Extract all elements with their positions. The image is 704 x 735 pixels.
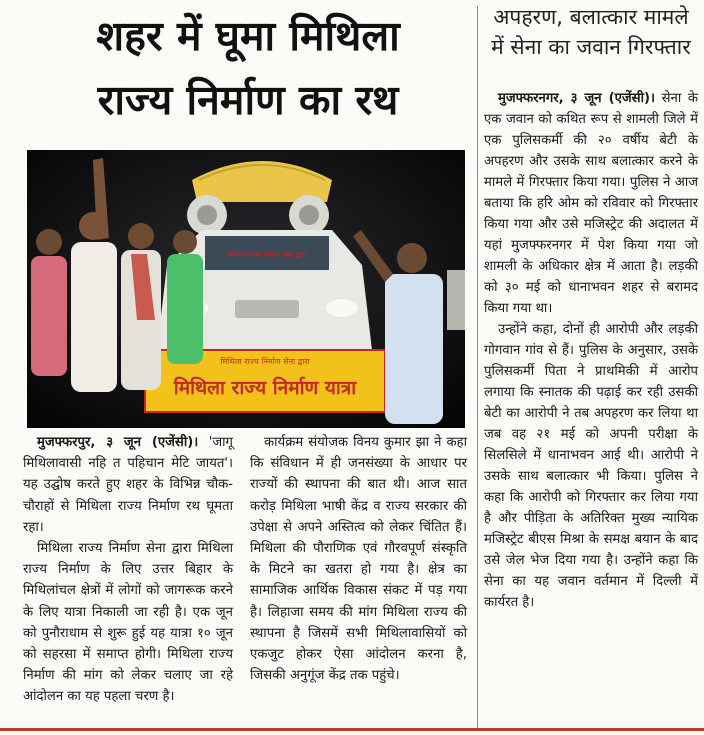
side-p1: सेना के एक जवान को कथित रूप से शामली जिले में एक पुलिसकर्मी की २० वर्षीय बेटी के अपहरण और उसके साथ बलात्कार करने के मामले में गिरफ्तार किया गया। पुलिस ने आज बताया कि हरि ओम को रविवार को गिरफ्तार किया गया और उसे मजिस्ट्रेट की अदालत में यहां मुजफ्फरनगर में पेश किया गया जो शामली के अधिकार क्षेत्र में आता है। लड़की को ३० मई को धानाभवन शहर से बरामद किया गया था। [484,91,698,316]
main-headline-line2: राज्य निर्माण का रथ [97,76,399,124]
main-headline-line1: शहर में घूमा मिथिला [96,12,400,60]
main-article-col1 [23,432,233,708]
side-p2: उन्होंने कहा, दोनों ही आरोपी और लड़की गोगवान गांव से हैं। पुलिस के अनुसार, उसके पुलिसकर्मी पिता ने प्राथमिकी में आरोप लगाया कि स्नातक की पढ़ाई कर रही उसकी बेटी का आरोपी ने तब अपहरण कर लिया था जब वह २१ मई को अपनी परीक्षा के सिलसिले में धानाभवन आई थी। आरोपी ने उसके साथ बलात्कार भी किया। पुलिस ने कहा कि आरोपी को गिरफ्तार कर लिया गया है और पीड़िता के अतिरिक्त मुख्य न्यायिक मजिस्ट्रेट बीएस मिश्रा के समक्ष बयान के बाद उसे जेल भेज दिया गया है। उन्होंने कहा कि सेना का यह जवान वर्तमान में दिल्ली में कार्यरत है। [484,322,698,610]
side-headline: अपहरण, बलात्कार मामले में सेना का जवान गिरफ्तार [491,5,691,59]
main-col1-p1: 'जागू मिथिलावासी नहि त पहिचान मेटि जायत'। यह उद्घोष करते हुए शहर के विभिन्न चौक-चौराहों से मिथिला राज्य निर्माण रथ घूमता रहा। [23,435,233,535]
main-col2-p1: कार्यक्रम संयोजक विनय कुमार झा ने कहा कि संविधान में ही जनसंख्या के आधार पर राज्यों की स्थापना की बात थी। आज सात करोड़ मिथिला भाषी केंद्र व राज्य सरकार की उपेक्षा से अपने अस्तित्व को लेकर चिंतित हैं। मिथिला की पौराणिक एवं गौरवपूर्ण संस्कृति के मिटने का खतरा हो गया है। क्षेत्र का सामाजिक आर्थिक विकास संकट में पड़ गया है। लिहाजा समय की मांग मिथिला राज्य की स्थापना है जिसमें सभी मिथिलावासियों को एकजुट होकर ऐसा आंदोलन करना है, जिसकी अनुगूंज केंद्र तक पहुंचे। [250,435,467,684]
column-divider [477,6,478,728]
rally-scene-illustration [27,150,465,428]
side-article [484,88,698,613]
main-headline [28,4,468,132]
page-bottom-rule [0,728,704,731]
grille [235,300,299,318]
side-dateline: मुजफ्फरनगर, ३ जून (एजेंसी)। [498,91,656,106]
news-photo [27,150,465,428]
main-col1-p2: मिथिला राज्य निर्माण सेना द्वारा मिथिला राज्य निर्माण के लिए उत्तर बिहार के मिथिलांचल क्षेत्रों में लोगों को जागरूक करने के लिए यात्रा निकाली जा रही है। एक जून को पुनौराधाम से शुरू हुई यह यात्रा १० जून को सहरसा में समाप्त होगी। मिथिला राज्य निर्माण की मांग को लेकर चलाए जा रहे आंदोलन का यह पहला चरण है। [23,541,233,705]
main-article-col2 [250,432,467,686]
banner-small-text: मिथिला राज्य निर्माण सेना द्वारा [220,357,310,366]
banner-main-text: मिथिला राज्य निर्माण यात्रा [173,377,357,399]
main-dateline: मुजफ्फरपुर, ३ जून (एजेंसी)। [37,435,199,450]
windshield-text: मिथिला राज्य निर्माण सेना द्वारा [227,251,307,259]
